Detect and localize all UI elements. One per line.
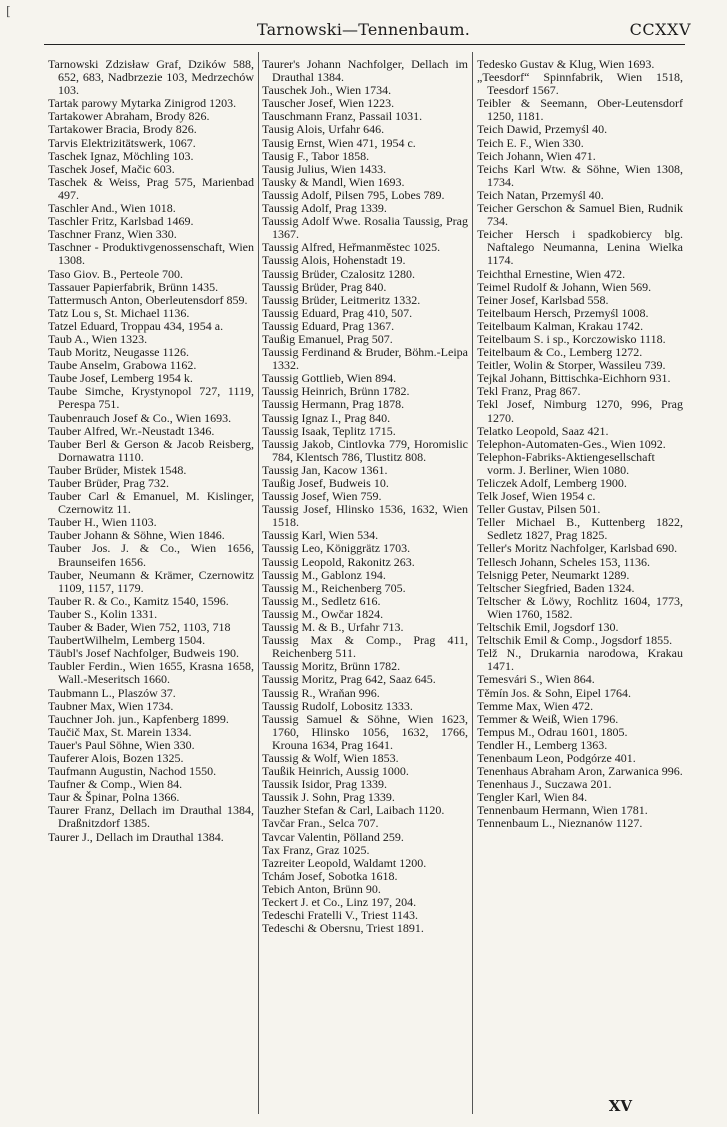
column-2 [262, 58, 468, 1108]
directory-entry: Taurer Franz, Dellach im Drauthal 1384, Draßnitzdorf 1385. [48, 803, 254, 831]
directory-entry: Taussig Moritz, Brünn 1782. [262, 659, 401, 674]
directory-entry: Taussig Moritz, Prag 642, Saaz 645. [262, 672, 436, 687]
directory-entry: Teliczek Adolf, Lemberg 1900. [477, 476, 627, 490]
directory-entry: Tarnowski Zdzisław Graf, Dzików 588, 652, 683, Nadbrzezie 103, Medrzechów 103. [48, 58, 254, 98]
directory-entry: Teller's Moritz Nachfolger, Karlsbad 690. [477, 541, 678, 556]
directory-entry: Taussig Brüder, Leitmeritz 1332. [262, 292, 421, 307]
directory-entry: Tattermusch Anton, Oberleutensdorf 859. [48, 292, 248, 307]
directory-entry: Temme Max, Wien 472. [477, 698, 594, 713]
directory-entry: Tatz Lou s, St. Michael 1136. [48, 305, 190, 320]
directory-entry: Tassauer Papierfabrik, Brünn 1435. [48, 279, 219, 294]
directory-entry: Teller Gustav, Pilsen 501. [477, 502, 601, 517]
directory-entry: Teich Johann, Wien 471. [477, 148, 596, 163]
directory-entry: Tauer's Paul Söhne, Wien 330. [48, 737, 195, 752]
directory-entry: Temmer & Weiß, Wien 1796. [477, 711, 619, 726]
directory-entry: Taussig M., Reichenberg 705. [262, 580, 406, 595]
directory-entry: Taussig M., Sedletz 616. [262, 593, 381, 608]
directory-entry: Teitelbaum S. i sp., Korczowisko 1118. [477, 331, 666, 346]
directory-entry: Taussig M., Gablonz 194. [262, 567, 386, 582]
directory-entry: Tedeschi Fratelli V., Triest 1143. [262, 908, 418, 923]
directory-entry: Tauber Jos. J. & Co., Wien 1656, Braunseifen 1656. [48, 541, 254, 569]
directory-entry: Taussig Brüder, Prag 840. [262, 279, 387, 294]
directory-entry: Těmín Jos. & Sohn, Eipel 1764. [477, 685, 631, 700]
directory-entry: Tartakower Bracia, Brody 826. [48, 122, 197, 137]
directory-entry: Telž N., Drukarnia narodowa, Krakau 1471. [477, 646, 683, 674]
directory-entry: Tenenhaus Abraham Aron, Zarwanica 996. [477, 764, 683, 779]
directory-entry: Taschek & Weiss, Prag 575, Marienbad 497. [48, 174, 254, 202]
directory-entry: Taussig Ignaz I., Prag 840. [262, 410, 391, 425]
directory-entry: Taur & Špinar, Polna 1366. [48, 790, 180, 805]
directory-entry: Tausig Ernst, Wien 471, 1954 c. [262, 135, 416, 150]
directory-entry: Tauber H., Wien 1103. [48, 515, 157, 530]
directory-entry: Taussig M. & B., Urfahr 713. [262, 620, 404, 635]
directory-entry: Taussig Jakob, Cintlovka 779, Horomislic 784, Klentsch 786, Tlustitz 808. [262, 436, 468, 464]
directory-entry: Taussig & Wolf, Wien 1853. [262, 750, 399, 765]
page-number: CCXXV [629, 20, 691, 39]
directory-entry: Tekl Franz, Prag 867. [477, 384, 581, 399]
column-divider [258, 52, 259, 1114]
directory-entry: Taschner Franz, Wien 330. [48, 227, 177, 242]
directory-entry: TaubertWilhelm, Lemberg 1504. [48, 633, 206, 648]
directory-entry: Taurer J., Dellach im Drauthal 1384. [48, 829, 224, 844]
directory-entry: Teckert J. et Co., Linz 197, 204. [262, 895, 417, 909]
directory-entry: Tavčar Fran., Selca 707. [262, 816, 379, 831]
directory-entry: Teimel Rudolf & Johann, Wien 569. [477, 279, 652, 294]
directory-entry: Taurer's Johann Nachfolger, Dellach im Drauthal 1384. [262, 58, 468, 85]
directory-entry: Tauchner Joh. jun., Kapfenberg 1899. [48, 711, 229, 726]
directory-entry: Teltscher & Löwy, Rochlitz 1604, 1773, Wien 1760, 1582. [477, 593, 683, 621]
directory-entry: Tazreiter Leopold, Waldamt 1200. [262, 855, 427, 870]
directory-entry: Taube Anselm, Grabowa 1162. [48, 358, 197, 373]
page-title: Tarnowski—Tennenbaum. [256, 20, 471, 39]
directory-entry: Täubl's Josef Nachfolger, Budweis 190. [48, 646, 239, 661]
directory-entry: Taussig Rudolf, Lobositz 1333. [262, 698, 413, 713]
directory-entry: Taussig Josef, Hlinsko 1536, 1632, Wien 1518. [262, 502, 468, 530]
directory-entry: Telsnigg Peter, Neumarkt 1289. [477, 567, 630, 582]
directory-entry: Tauscher Josef, Wien 1223. [262, 96, 395, 111]
directory-entry: Tebich Anton, Brünn 90. [262, 881, 381, 896]
column-divider [472, 52, 473, 1114]
column-1 [48, 58, 254, 1108]
directory-entry: Taubner Max, Wien 1734. [48, 698, 174, 713]
directory-entry: Tausky & Mandl, Wien 1693. [262, 174, 405, 189]
directory-entry: Tennenbaum Hermann, Wien 1781. [477, 803, 648, 818]
header-rule [44, 44, 685, 45]
directory-entry: Teitler, Wolin & Storper, Wassileu 739. [477, 358, 666, 373]
directory-entry: Tauber Alfred, Wr.-Neustadt 1346. [48, 423, 215, 438]
directory-entry: Taussig Alfred, Heřmanměstec 1025. [262, 240, 441, 255]
directory-entry: Teltschik Emil & Comp., Jogsdorf 1855. [477, 633, 673, 648]
directory-entry: Tauber & Bader, Wien 752, 1103, 718 [48, 620, 231, 635]
directory-entry: Tennenbaum L., Nieznanów 1127. [477, 816, 643, 831]
directory-entry: Taučič Max, St. Marein 1334. [48, 724, 192, 739]
directory-entry: Tekl Josef, Nimburg 1270, 996, Prag 1270. [477, 397, 683, 425]
directory-entry: Teltschik Emil, Jogsdorf 130. [477, 620, 619, 635]
directory-entry: Taussig Samuel & Söhne, Wien 1623, 1760, Hlinsko 1056, 1632, 1766, Krouna 1634, Prag 1641. [262, 711, 468, 752]
directory-entry: Tejkal Johann, Bittischka-Eichhorn 931. [477, 371, 671, 386]
directory-entry: Taussig Eduard, Prag 1367. [262, 318, 395, 333]
directory-entry: Tauzher Stefan & Carl, Laibach 1120. [262, 803, 445, 818]
directory-entry: Teich E. F., Wien 330. [477, 135, 584, 150]
directory-entry: Taussig Heinrich, Brünn 1782. [262, 384, 410, 399]
directory-entry: Teich Natan, Przemyśl 40. [477, 187, 604, 202]
directory-entry: Taussig Adolf, Pilsen 795, Lobes 789. [262, 187, 445, 202]
directory-entry: Tauschmann Franz, Passail 1031. [262, 109, 423, 124]
directory-entry: Tausig Julius, Wien 1433. [262, 161, 387, 176]
directory-entry: Tax Franz, Graz 1025. [262, 842, 370, 857]
directory-entry: Tauber Brüder, Mistek 1548. [48, 462, 187, 477]
directory-entry: Taube Simche, Krystynopol 727, 1119, Perespa 751. [48, 384, 254, 412]
directory-entry: Taussik Isidor, Prag 1339. [262, 777, 388, 792]
directory-entry: Telk Josef, Wien 1954 c. [477, 489, 596, 504]
directory-entry: Tausig Alois, Urfahr 646. [262, 122, 385, 137]
directory-entry: Taussig M., Owčar 1824. [262, 606, 384, 621]
directory-entry: Taussig Hermann, Prag 1878. [262, 397, 405, 412]
directory-entry: Taussig Alois, Hohenstadt 19. [262, 253, 406, 268]
directory-entry: Taube Josef, Lemberg 1954 k. [48, 371, 193, 386]
directory-entry: „Teesdorf“ Spinnfabrik, Wien 1518, Teesdorf 1567. [477, 70, 683, 98]
directory-entry: Taussig Eduard, Prag 410, 507. [262, 305, 413, 320]
directory-entry: Taussig Adolf Wwe. Rosalia Taussig, Prag 1367. [262, 214, 468, 242]
directory-entry: Taußik Heinrich, Aussig 1000. [262, 764, 409, 779]
directory-entry: Tarvis Elektrizitätswerk, 1067. [48, 135, 196, 150]
directory-entry: Tengler Karl, Wien 84. [477, 790, 588, 805]
directory-entry: Taussig R., Wraňan 996. [262, 685, 380, 700]
directory-entry: Teichs Karl Wtw. & Söhne, Wien 1308, 1734. [477, 161, 683, 189]
directory-entry: Tedeschi & Obersnu, Triest 1891. [262, 921, 424, 936]
directory-entry: Taußig Josef, Budweis 10. [262, 476, 389, 490]
directory-entry: Taubmann L., Plaszów 37. [48, 685, 176, 700]
directory-entry: Taschek Ignaz, Möchling 103. [48, 148, 194, 163]
directory-entry: Tauber R. & Co., Kamitz 1540, 1596. [48, 593, 229, 608]
directory-entry: Teitelbaum Kalman, Krakau 1742. [477, 318, 644, 333]
directory-entry: Taussig Josef, Wien 759. [262, 489, 382, 504]
directory-entry: Tedesko Gustav & Klug, Wien 1693. [477, 58, 655, 71]
directory-entry: Tauferer Alois, Bozen 1325. [48, 750, 184, 765]
directory-entry: Teitelbaum & Co., Lemberg 1272. [477, 345, 643, 360]
directory-entry: Tartakower Abraham, Brody 826. [48, 109, 210, 124]
directory-entry: Taussig Max & Comp., Prag 411, Reichenberg 511. [262, 633, 468, 661]
directory-entry: Taufner & Comp., Wien 84. [48, 777, 183, 792]
directory-entry: Taubenrauch Josef & Co., Wien 1693. [48, 410, 232, 425]
directory-entry: Taschek Josef, Mačic 603. [48, 161, 175, 176]
directory-entry: Taußig Emanuel, Prag 507. [262, 331, 393, 346]
directory-entry: Taussig Ferdinand & Bruder, Böhm.-Leipa 1332. [262, 345, 468, 373]
directory-entry: Taschner - Produktivgenossenschaft, Wien 1308. [48, 240, 254, 268]
directory-entry: Teibler & Seemann, Ober-Leutensdorf 1250, 1181. [477, 96, 683, 124]
directory-entry: Taussig Karl, Wien 534. [262, 528, 379, 543]
directory-entry: Tauber Johann & Söhne, Wien 1846. [48, 528, 225, 543]
directory-entry: Telatko Leopold, Saaz 421. [477, 423, 609, 438]
directory-entry: Tausig F., Tabor 1858. [262, 148, 370, 163]
directory-entry: Tenenhaus J., Suczawa 201. [477, 777, 612, 792]
directory-entry: Tauber Berl & Gerson & Jacob Reisberg, Dornawatra 1110. [48, 436, 254, 464]
directory-entry: Taussig Jan, Kacow 1361. [262, 462, 388, 477]
directory-entry: Tauber S., Kolin 1331. [48, 606, 158, 621]
signature-mark: XV [608, 1097, 632, 1115]
directory-entry: Teiner Josef, Karlsbad 558. [477, 292, 609, 307]
directory-entry: Tempus M., Odrau 1601, 1805. [477, 724, 628, 739]
directory-entry: Taschler And., Wien 1018. [48, 201, 176, 216]
directory-entry: Teller Michael B., Kuttenberg 1822, Sedletz 1827, Prag 1825. [477, 515, 683, 543]
directory-entry: Telephon-Automaten-Ges., Wien 1092. [477, 436, 666, 451]
directory-entry: Tatzel Eduard, Troppau 434, 1954 a. [48, 318, 224, 333]
directory-entry: Taub Moritz, Neugasse 1126. [48, 345, 190, 360]
directory-entry: Taso Giov. B., Perteole 700. [48, 266, 184, 281]
directory-entry: Taussig Gottlieb, Wien 894. [262, 371, 397, 386]
directory-entry: Teich Dawid, Przemyśl 40. [477, 122, 608, 137]
directory-entry: Tauber Brüder, Prag 732. [48, 476, 169, 490]
directory-entry: Tauber, Neumann & Krämer, Czernowitz 1109, 1157, 1179. [48, 567, 254, 595]
directory-entry: Tauschek Joh., Wien 1734. [262, 83, 392, 98]
directory-entry: Teitelbaum Hersch, Przemyśl 1008. [477, 305, 649, 320]
directory-entry: Taub A., Wien 1323. [48, 331, 148, 346]
directory-entry: Tchám Josef, Sobotka 1618. [262, 868, 398, 883]
directory-entry: Teichthal Ernestine, Wien 472. [477, 266, 626, 281]
directory-entry: Teicher Hersch i spadkobiercy blg. Naftalego Neumanna, Lenina Wielka 1174. [477, 227, 683, 268]
directory-entry: Tenenbaum Leon, Podgórze 401. [477, 750, 636, 765]
directory-entry: Teicher Gerschon & Samuel Bien, Rudnik 734. [477, 201, 683, 229]
directory-entry: Taussig Isaak, Teplitz 1715. [262, 423, 396, 438]
directory-entry: Telephon-Fabriks-Aktiengesellschaft vorm. J. Berliner, Wien 1080. [477, 449, 655, 477]
directory-entry: Taubler Ferdin., Wien 1655, Krasna 1658, Wall.-Meseritsch 1660. [48, 659, 254, 687]
directory-entry: Tavcar Valentin, Pölland 259. [262, 829, 404, 844]
directory-entry: Teltscher Siegfried, Baden 1324. [477, 580, 635, 595]
directory-entry: Taschler Fritz, Karlsbad 1469. [48, 214, 194, 229]
directory-entry: Taussik J. Sohn, Prag 1339. [262, 790, 395, 805]
directory-entry: Taussig Adolf, Prag 1339. [262, 201, 387, 216]
directory-entry: Taussig Brüder, Czalositz 1280. [262, 266, 415, 281]
directory-entry: Tendler H., Lemberg 1363. [477, 737, 608, 752]
directory-entry: Tellesch Johann, Scheles 153, 1136. [477, 554, 651, 569]
column-3 [477, 58, 683, 1108]
directory-entry: Temesvári S., Wien 864. [477, 672, 595, 687]
corner-mark: [ [6, 4, 11, 18]
directory-entry: Taussig Leopold, Rakonitz 263. [262, 554, 415, 569]
directory-entry: Tauber Carl & Emanuel, M. Kislinger, Czernowitz 11. [48, 489, 254, 517]
directory-entry: Tartak parowy Mytarka Zinigrod 1203. [48, 96, 237, 111]
directory-entry: Taufmann Augustin, Nachod 1550. [48, 764, 217, 779]
directory-entry: Taussig Leo, Königgrätz 1703. [262, 541, 411, 556]
